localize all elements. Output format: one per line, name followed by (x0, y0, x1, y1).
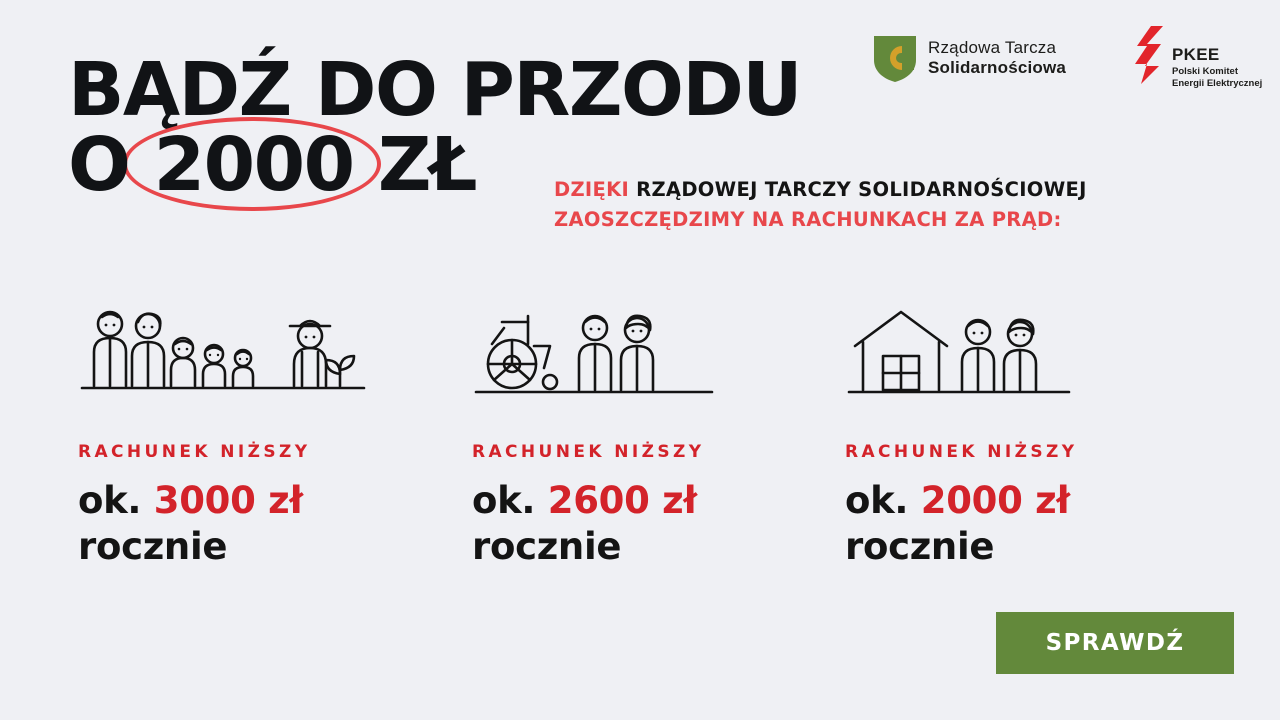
subheadline-part-3: ZAOSZCZĘDZIMY NA RACHUNKACH ZA PRĄD: (554, 208, 1062, 232)
family-and-farmer-icon (78, 300, 438, 412)
logo-pkee-title: PKEE (1172, 45, 1220, 64)
benefit-kicker: RACHUNEK NIŻSZY (845, 442, 1078, 462)
benefit-column-family (78, 300, 438, 571)
wheelchair-and-couple-icon (472, 300, 832, 412)
headline-line-2-text: O 2000 ZŁ (68, 121, 477, 208)
logo-rzadowa-tarcza-solidarnosciowa (872, 32, 1066, 84)
headline-line-1: BĄDŹ DO PRZODU (68, 47, 801, 133)
logo-pkee-subtitle (1172, 66, 1262, 90)
benefit-amount-prefix: ok. (78, 479, 154, 522)
logo-pkee-subtitle-line2: Energii Elektrycznej (1172, 77, 1263, 89)
logo-pkee-text (1172, 26, 1262, 90)
benefit-columns (0, 300, 1280, 600)
subheadline (554, 175, 1134, 235)
logo-rts-text (928, 38, 1066, 78)
house-and-couple-icon (845, 300, 1205, 412)
benefit-column-household (845, 300, 1205, 571)
benefit-amount-period: rocznie (78, 525, 228, 569)
logo-pkee-subtitle-line1: Polski Komitet (1172, 66, 1238, 77)
benefit-amount-period: rocznie (845, 525, 995, 569)
subheadline-part-1: DZIĘKI (554, 178, 637, 201)
logo-pkee (1135, 26, 1262, 90)
benefit-amount-period: rocznie (472, 525, 622, 569)
sprawdz-button[interactable]: SPRAWDŹ (996, 612, 1234, 674)
benefit-amount (845, 478, 1205, 571)
subheadline-part-2: RZĄDOWEJ TARCZY SOLIDARNOŚCIOWEJ (636, 178, 1087, 201)
benefit-amount-prefix: ok. (472, 479, 548, 522)
benefit-amount-value: 3000 zł (153, 479, 303, 522)
benefit-amount (78, 478, 438, 571)
logo-rts-line1: Rządowa Tarcza (928, 37, 1057, 57)
pkee-lightning-icon (1135, 26, 1163, 84)
benefit-amount-value: 2000 zł (920, 479, 1070, 522)
benefit-amount (472, 478, 832, 571)
logo-rts-line2: Solidarnościowa (928, 58, 1067, 77)
benefit-kicker: RACHUNEK NIŻSZY (472, 442, 705, 462)
benefit-column-disability (472, 300, 832, 571)
benefit-kicker: RACHUNEK NIŻSZY (78, 442, 311, 462)
benefit-amount-value: 2600 zł (547, 479, 697, 522)
benefit-amount-prefix: ok. (845, 479, 921, 522)
